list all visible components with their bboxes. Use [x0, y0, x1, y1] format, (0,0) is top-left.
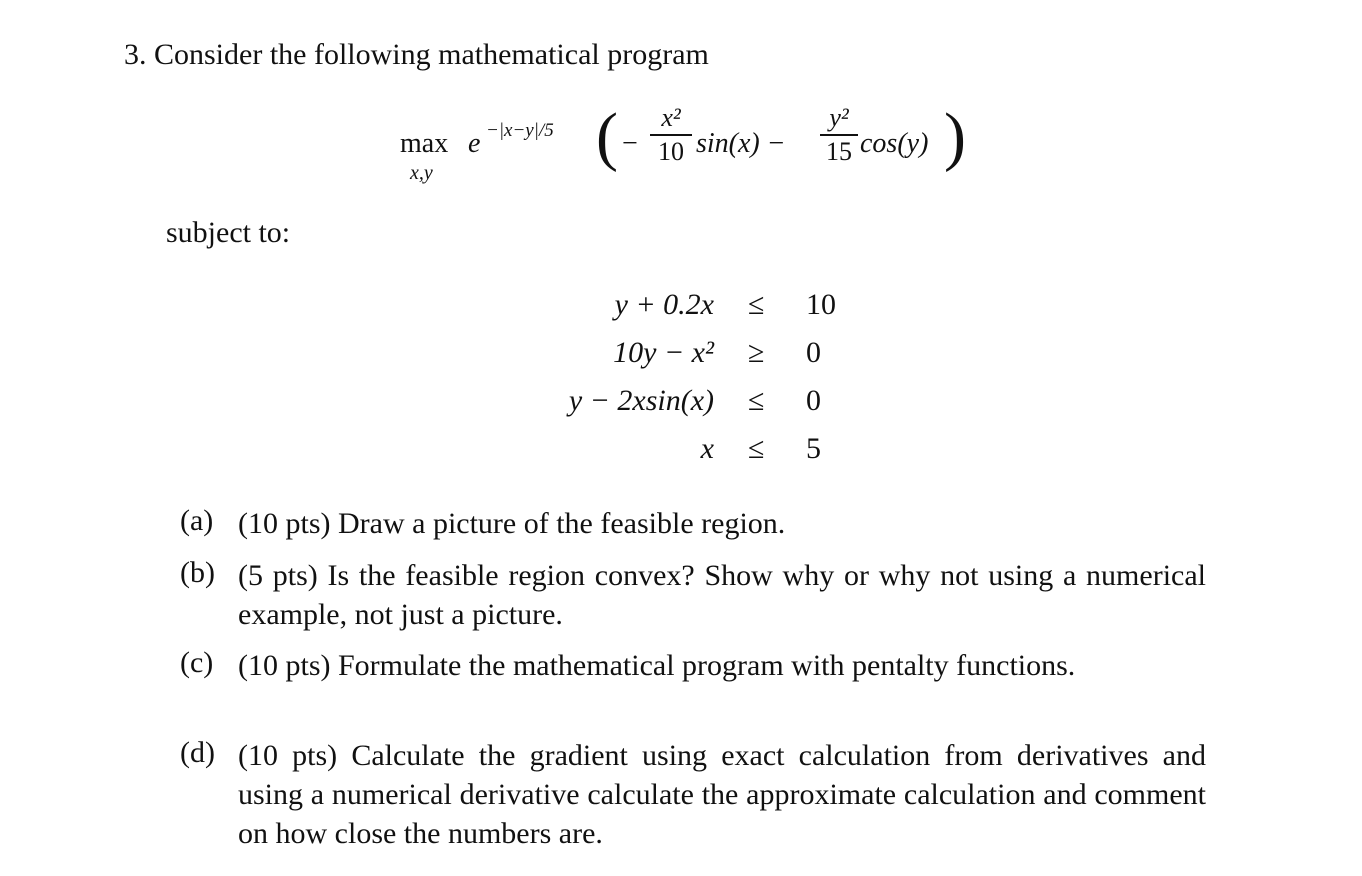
problem-heading: 3. Consider the following mathematical program — [124, 38, 709, 71]
item-a-text: (10 pts) Draw a picture of the feasible region. — [238, 507, 786, 540]
leading-minus: − — [622, 128, 638, 159]
fraction-denominator: 10 — [658, 136, 684, 166]
cos-term: cos(y) — [860, 128, 929, 159]
constraint-2-rhs: 0 — [806, 336, 821, 369]
sin-term: sin(x) − — [696, 128, 786, 159]
fraction-y2-15 — [820, 104, 858, 166]
exp-power: −|x−y|/5 — [486, 120, 554, 141]
item-a-label: (a) — [180, 504, 214, 537]
fraction-bar — [650, 134, 692, 136]
item-c-label: (c) — [180, 646, 214, 679]
max-subscript: x,y — [410, 162, 433, 184]
fraction-bar — [820, 134, 858, 136]
constraint-2-lhs: 10y − x² — [613, 336, 714, 369]
item-b-text: (5 pts) Is the feasible region convex? Show why or why not using a numerical example, not just a picture. — [238, 559, 1206, 631]
max-operator: max — [400, 128, 449, 159]
close-paren: ) — [944, 100, 966, 173]
constraint-4-lhs: x — [700, 432, 714, 465]
constraint-3-rhs: 0 — [806, 384, 821, 417]
constraint-1-op: ≤ — [748, 288, 765, 321]
item-b-label: (b) — [180, 556, 215, 589]
fraction-numerator: x² — [661, 103, 681, 132]
item-c-text: (10 pts) Formulate the mathematical program with pentalty functions. — [238, 649, 1076, 682]
open-paren: ( — [596, 100, 618, 173]
constraint-3-lhs: y − 2xsin(x) — [568, 384, 714, 417]
subject-to-label: subject to: — [166, 216, 291, 249]
objective-function — [400, 96, 1000, 196]
item-d-text: (10 pts) Calculate the gradient using exact calculation from derivatives and using a numerical derivative calculate the approximate calculation and comment on how close the numbers are. — [238, 739, 1206, 850]
constraint-1-rhs: 10 — [806, 288, 836, 321]
fraction-denominator: 15 — [826, 136, 852, 166]
constraint-4-op: ≤ — [748, 432, 765, 465]
constraint-4-rhs: 5 — [806, 432, 821, 465]
fraction-x2-10 — [650, 104, 692, 166]
exp-base: e — [468, 128, 481, 159]
constraint-1-lhs: y + 0.2x — [614, 288, 714, 321]
item-d-label: (d) — [180, 736, 215, 769]
constraint-2-op: ≥ — [748, 336, 765, 369]
fraction-numerator: y² — [829, 103, 849, 132]
constraint-3-op: ≤ — [748, 384, 765, 417]
